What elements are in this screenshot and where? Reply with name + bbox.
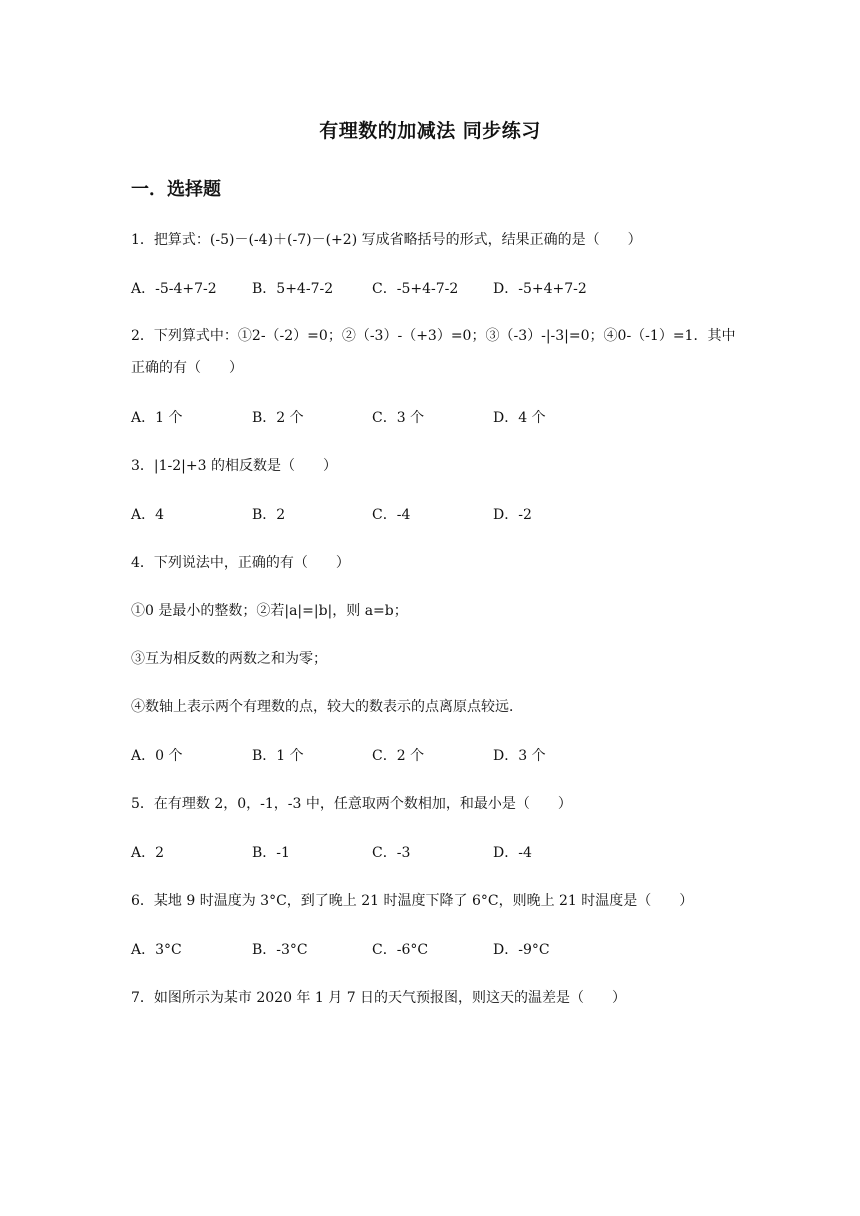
q5-option-a: A．2 (131, 845, 165, 861)
q1-option-a: A．-5-4+7-2 (131, 281, 217, 297)
q4-option-b: B．1 个 (252, 748, 304, 764)
q3-option-d: D．-2 (493, 507, 532, 523)
q4-option-c: C．2 个 (372, 748, 425, 764)
q1-option-b: B．5+4-7-2 (252, 281, 334, 297)
question-2-text-line-1: 2．下列算式中：①2-（-2）=0；②（-3）-（+3）=0；③（-3）-|-3|=0；④0-（-1）=1．其中 (131, 328, 736, 344)
q4-option-d: D．3 个 (493, 748, 546, 764)
question-7-text: 7．如图所示为某市 2020 年 1 月 7 日的天气预报图，则这天的温差是（ ） (131, 990, 627, 1006)
q2-option-d: D．4 个 (493, 410, 546, 426)
question-5-text: 5．在有理数 2，0，-1，-3 中，任意取两个数相加，和最小是（ ） (131, 796, 572, 812)
q4-option-a: A．0 个 (131, 748, 183, 764)
q6-option-b: B．-3°C (252, 942, 308, 958)
question-4-statement-1-2: ①0 是最小的整数；②若|a|=|b|，则 a=b； (131, 603, 408, 619)
q2-option-a: A．1 个 (131, 410, 183, 426)
q3-option-c: C．-4 (372, 507, 411, 523)
section-heading: 一．选择题 (131, 179, 221, 200)
q5-option-c: C．-3 (372, 845, 411, 861)
q3-option-a: A．4 (131, 507, 165, 523)
q6-option-a: A．3°C (131, 942, 182, 958)
q5-option-b: B．-1 (252, 845, 290, 861)
q2-option-c: C．3 个 (372, 410, 425, 426)
question-4-statement-3: ③互为相反数的两数之和为零； (131, 651, 327, 667)
q2-option-b: B．2 个 (252, 410, 304, 426)
question-6-text: 6．某地 9 时温度为 3°C，到了晚上 21 时温度下降了 6°C，则晚上 21 时温度是（ ） (131, 893, 694, 909)
page-title: 有理数的加减法 同步练习 (319, 120, 541, 142)
question-1-text: 1．把算式：(-5)－(-4)＋(-7)－(+2) 写成省略括号的形式，结果正确的是（ ） (131, 232, 642, 248)
question-4-text-line-1: 4．下列说法中，正确的有（ ） (131, 555, 350, 571)
question-2-text-line-2: 正确的有（ ） (131, 360, 243, 376)
q3-option-b: B．2 (252, 507, 286, 523)
q6-option-c: C．-6°C (372, 942, 429, 958)
question-4-statement-4: ④数轴上表示两个有理数的点，较大的数表示的点离原点较远． (131, 699, 523, 715)
q1-option-c: C．-5+4-7-2 (372, 281, 459, 297)
q6-option-d: D．-9°C (493, 942, 550, 958)
q1-option-d: D．-5+4+7-2 (493, 281, 587, 297)
q5-option-d: D．-4 (493, 845, 532, 861)
question-3-text: 3．|1-2|+3 的相反数是（ ） (131, 458, 337, 474)
